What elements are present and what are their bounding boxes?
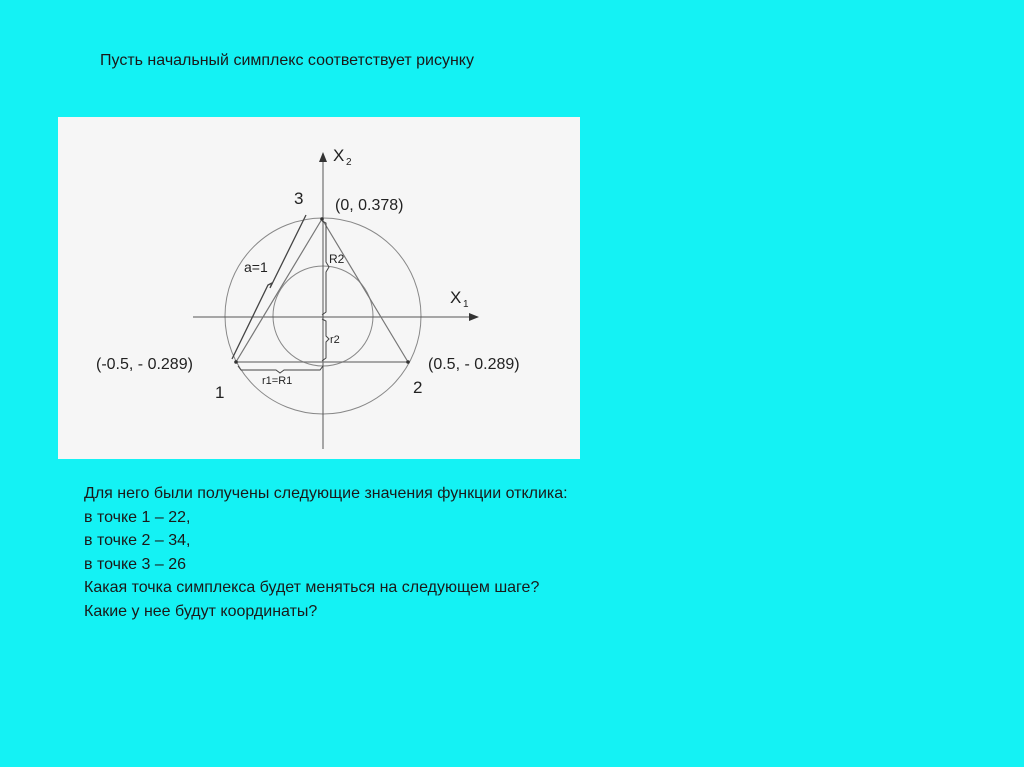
slide-title: Пусть начальный симплекс соответствует рисунку (100, 52, 474, 69)
question-line-which-point: Какая точка симплекса будет меняться на следующем шаге? (84, 579, 540, 596)
big-radius-label: R2 (329, 252, 345, 266)
base-bracket (238, 366, 323, 373)
vertex-3-dot (320, 217, 324, 221)
x1-axis-label: X (450, 288, 462, 307)
x1-axis-subscript: 1 (463, 299, 469, 310)
question-line-point-2: в точке 2 – 34, (84, 532, 191, 549)
vertex-2-label: 2 (413, 378, 423, 397)
x2-axis-subscript: 2 (346, 157, 352, 168)
vertex-3-coord: (0, 0.378) (335, 197, 404, 214)
vertex-1-coord: (-0.5, - 0.289) (96, 356, 193, 373)
simplex-triangle (236, 219, 408, 362)
vertex-1-label: 1 (215, 383, 225, 402)
small-radius-label: r2 (330, 334, 340, 346)
side-label: a=1 (244, 259, 268, 275)
vertex-1-dot (234, 360, 238, 364)
question-line-coordinates: Какие у нее будут координаты? (84, 602, 318, 620)
simplex-diagram (58, 117, 580, 459)
simplex-figure (58, 117, 580, 459)
vertex-2-dot (406, 360, 410, 364)
question-line-point-3: в точке 3 – 26 (84, 555, 186, 573)
question-line-point-1: в точке 1 – 22, (84, 508, 191, 526)
question-text (84, 482, 568, 623)
x2-axis-label: X (333, 146, 345, 165)
base-label: r1=R1 (262, 375, 293, 387)
side-a-bracket (232, 215, 306, 359)
question-line-intro: Для него были получены следующие значения функции отклика: (84, 485, 568, 502)
vertex-3-label: 3 (294, 189, 304, 208)
vertex-2-coord: (0.5, - 0.289) (428, 356, 520, 373)
